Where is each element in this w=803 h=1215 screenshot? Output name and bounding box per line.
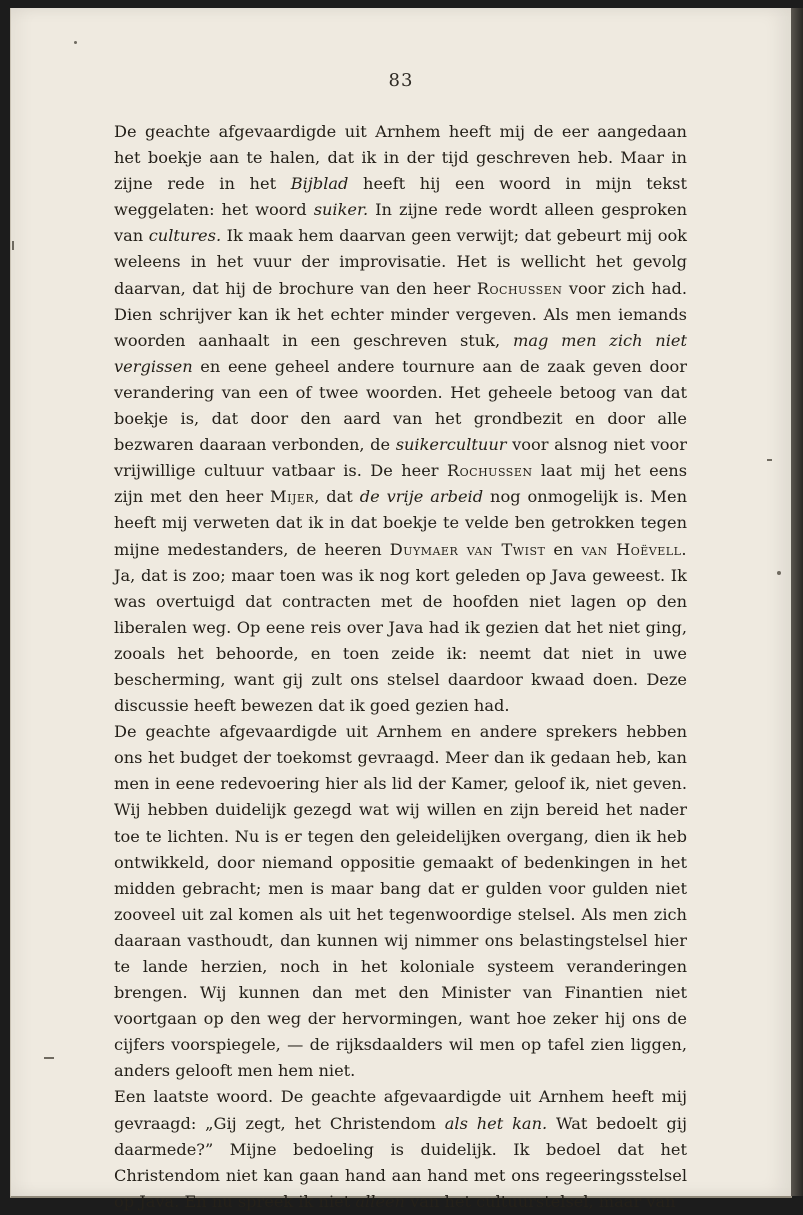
italic-text: alleen	[355, 1191, 405, 1211]
small-caps-name: Mijer	[270, 487, 315, 507]
text-run: De geachte afgevaardigde uit Arnhem en andere sprekers hebben ons het budget der toekomst gevraagd. Meer dan ik gedaan heb, kan men in eene redevoering hier als lid der Kamer, geloof ik, niet geven. Wij hebben duidelijk gezegd wat wij willen en zijn bereid het nader toe te lichten. Nu is er tegen den geleidelijken overgang, dien ik heb ontwikkeld, door niemand oppositie gemaakt of bedenkingen in het midden gebracht; men is maar bang dat er gulden voor gulden niet zooveel uit zal komen als uit het tegenwoordige stelsel. Als men zich daaraan vasthoudt, dan kunnen wij nimmer ons belastingstelsel hier te lande herzien, noch in het koloniale systeem veranderingen brengen. Wij kunnen dan met den Minister van Finantien niet voortgaan op den weg der hervormingen, want hoe zeker hij ons de cijfers voorspiegele, — de rijksdaalders wil men op tafel zien liggen, anders gelooft men hem niet.	[114, 722, 687, 1081]
italic-text: cultures.	[148, 226, 222, 246]
text-run: Wat bedoelt gij daarmede?” Mijne bedoeling is duidelijk. Ik bedoel dat het Christendom niet kan gaan hand aan hand met ons regeeringsstelsel op Java. En nu spreek ik niet	[114, 1113, 687, 1211]
body-text	[114, 119, 687, 1215]
text-run: voor zich had. Dien schrijver kan ik het echter minder vergeven. Als men iemands woorden aanhaalt in een geschreven stuk,	[114, 278, 688, 350]
italic-text: suikercultuur	[395, 435, 507, 455]
margin-speck	[44, 1057, 54, 1059]
page-number: 83	[388, 70, 414, 91]
small-caps-name: Rochussen	[476, 278, 563, 298]
text-run: voor alsnog niet voor vrijwillige cultuur vatbaar is. De heer	[114, 435, 687, 481]
paragraph	[114, 119, 687, 719]
italic-text: suiker.	[313, 200, 369, 220]
paragraph	[114, 719, 687, 1084]
text-run: Ja, dat is zoo; maar toen was ik nog kort geleden op Java geweest. Ik was overtuigd dat contracten met de hoofden niet lagen op den liberalen weg. Op eene reis over Java had ik gezien dat het niet ging, zooals het behoorde, en toen zeide ik: neemt dat niet in uwe bescherming, want gij zult ons stelsel daardoor kwaad doen. Deze discussie heeft bewezen dat ik goed gezien had.	[114, 565, 687, 716]
text-run: De geachte afgevaardigde uit Arnhem heeft mij de eer aangedaan het boekje aan te halen, dat ik in der tijd geschreven heb. Maar in zijne rede in het	[114, 122, 687, 194]
margin-speck	[12, 241, 14, 250]
margin-speck	[767, 459, 772, 461]
margin-speck	[777, 571, 781, 575]
paragraph	[114, 1084, 687, 1214]
margin-speck	[74, 41, 77, 44]
italic-text: Bijblad	[290, 174, 349, 194]
text-run: In zijne rede wordt alleen gesproken van	[114, 200, 687, 246]
small-caps-name: Rochussen	[446, 461, 533, 481]
italic-text: mag men zich niet vergissen	[114, 330, 687, 376]
text-run: Een laatste woord. De geachte afgevaardigde uit Arnhem heeft mij gevraagd: „Gij zegt, het Christendom	[114, 1087, 687, 1133]
text-run: laat mij het eens zijn met den heer	[114, 461, 688, 507]
text-run: Ik maak hem daarvan geen verwijt; dat gebeurt mij ook weleens in het vuur der improvisatie. Het is wellicht het gevolg daarvan, dat hij de brochure van den heer	[114, 226, 687, 298]
text-run: en eene geheel andere tournure aan de zaak geven door verandering van een of twee woorden. Het geheele betoog van dat boekje is, dat door den aard van het grondbezit en door alle bezwaren daaraan verbonden, de	[114, 356, 687, 455]
book-page	[10, 8, 792, 1211]
text-run: , dat	[314, 487, 360, 507]
small-caps-name: Duymaer van Twist	[389, 539, 546, 559]
text-run: heeft hij een woord in mijn tekst weggelaten: het woord	[114, 174, 687, 220]
italic-text: de vrije arbeid	[359, 487, 484, 507]
scan-edge	[791, 8, 803, 1196]
text-run: van het cultuurstelsel, maar van	[404, 1191, 676, 1211]
small-caps-name: van Hoëvell.	[581, 539, 688, 559]
text-run: en	[545, 539, 582, 559]
text-run: nog onmogelijk is. Men heeft mij verweten dat ik in dat boekje te velde ben getrokken tegen mijne medestanders, de heeren	[114, 487, 688, 559]
italic-text: als het kan.	[444, 1113, 548, 1133]
